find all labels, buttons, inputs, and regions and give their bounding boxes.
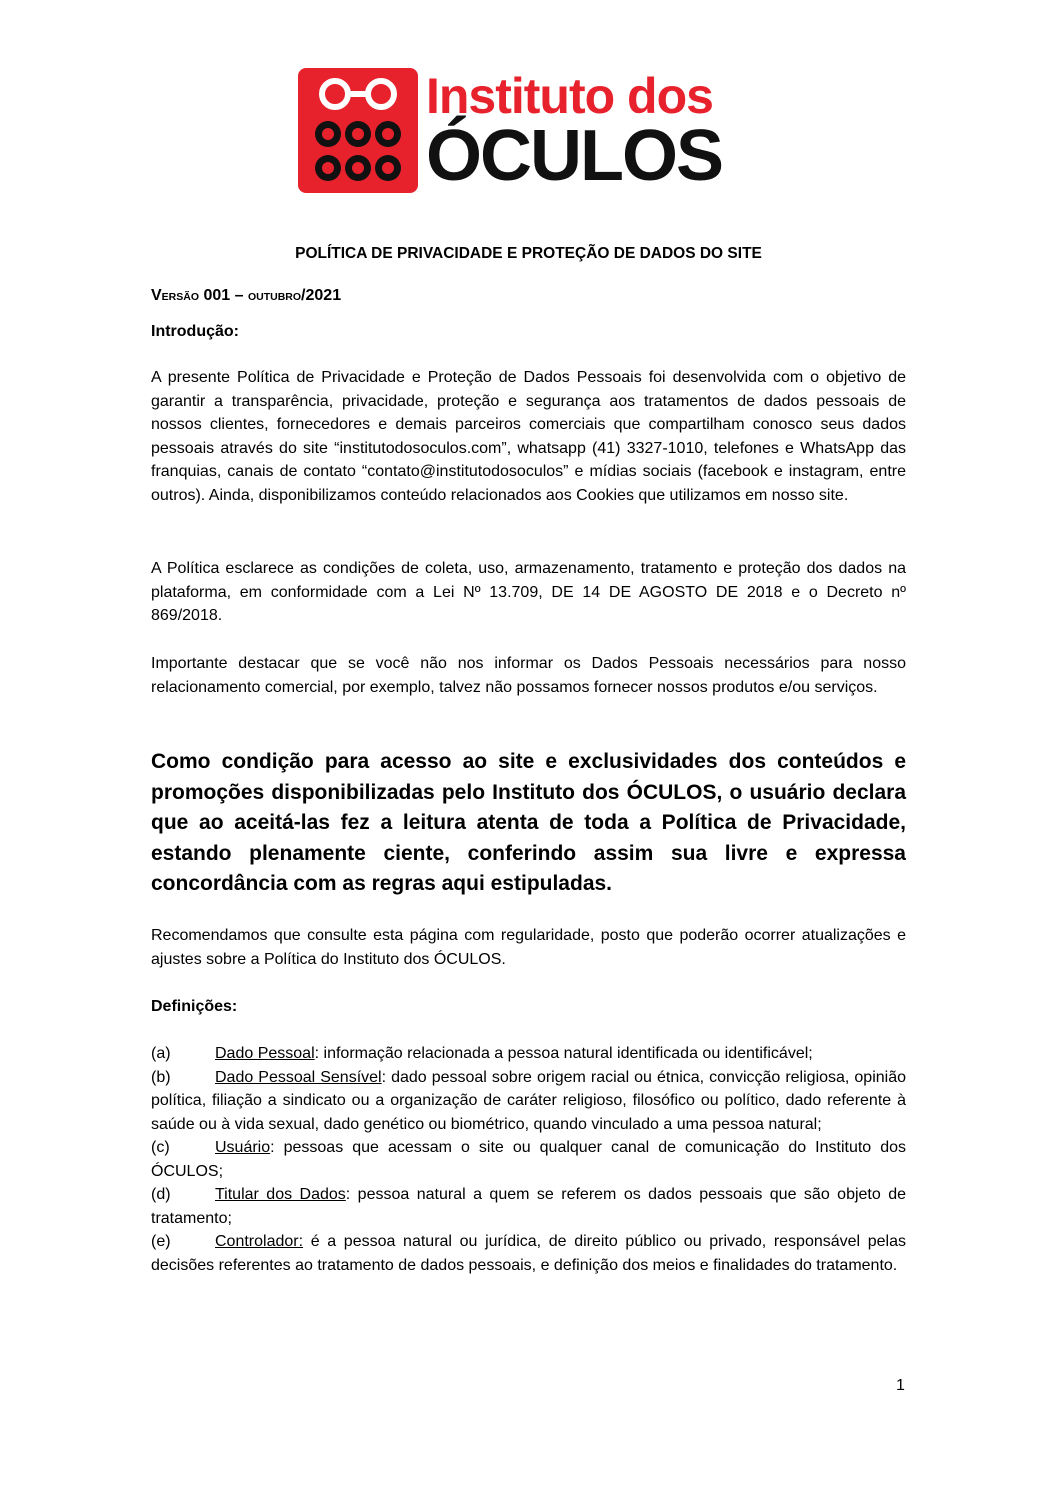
version-year: /2021 [301,287,342,304]
definition-term: Controlador: [215,1233,304,1250]
definition-item [151,1042,906,1066]
definition-term: Usuário [215,1139,271,1156]
definition-text: : pessoas que acessam o site ou qualquer canal de comunicação do Instituto dos ÓCULOS; [151,1139,906,1180]
page-number: 1 [896,1377,905,1394]
intro-paragraph-3: Importante destacar que se você não nos informar os Dados Pessoais necessários para nosso relacionamento comercial, por exemplo, talvez não possamos fornecer nossos produtos e/ou serviços. [151,655,906,696]
definition-text: : informação relacionada a pessoa natural identificada ou identificável; [314,1045,813,1062]
logo-text-line1: Instituto dos [426,68,713,124]
definition-item [151,1183,906,1230]
version-line [151,284,906,310]
intro-paragraph-2: A Política esclarece as condições de coleta, uso, armazenamento, tratamento e proteção dos dados na plataforma, em conformidade com a Lei Nº 13.709, DE 14 DE AGOSTO DE 2018 e o Decreto nº 869/2018. [151,560,906,624]
definitions-list [151,1042,906,1277]
version-month: OUTUBRO [247,291,302,303]
definition-text: é a pessoa natural ou jurídica, de direito público ou privado, responsável pelas decisões referentes ao tratamento de dados pessoais, e definição dos meios e finalidades do tratamento. [151,1233,906,1274]
definition-text: : pessoa natural a quem se referem os dados pessoais que são objeto de tratamento; [151,1186,907,1227]
definition-label: (e) [151,1233,171,1250]
definition-term: Dado Pessoal [215,1045,315,1062]
definition-label: (a) [151,1045,171,1062]
definition-text: : dado pessoal sobre origem racial ou étnica, convicção religiosa, opinião política, filiação a sindicato ou a organização de caráter religioso, filosófico ou político, dado referente à saúde ou à vida sexual, dado genético ou biométrico, quando vinculado a uma pessoa natural; [151,1068,906,1133]
definition-label: (c) [151,1139,170,1156]
definition-label: (d) [151,1186,171,1203]
version-small: ERSÃO [161,291,200,303]
version-number: 001 – [199,287,248,304]
definition-item [151,1230,906,1277]
definition-term: Dado Pessoal Sensível [215,1068,382,1086]
intro-paragraph-1: A presente Política de Privacidade e Proteção de Dados Pessoais foi desenvolvida com o objetivo de garantir a transparência, privacidade, proteção e segurança aos tratamentos de dados pessoais de nossos clientes, fornecedores e demais parceiros comerciais que compartilham conosco seus dados pessoais através do site “institutodosoculos.com”, whatsapp (41) 3327-1010, telefones e WhatsApp das franquias, canais de contato “contato@institutodosoculos” e mídias sociais (facebook e instagram, entre outros). Ainda, disponibilizamos conteúdo relacionados aos Cookies que utilizamos em nosso site. [151,369,906,504]
glasses-logo-icon [298,68,418,193]
document-title: POLÍTICA DE PRIVACIDADE E PROTEÇÃO DE DADOS DO SITE [295,245,762,262]
definition-label: (b) [151,1068,171,1086]
definition-item [151,1136,906,1183]
version-cap: V [151,287,162,304]
company-logo [298,68,768,196]
definition-term: Titular dos Dados [215,1186,346,1203]
definitions-heading: Definições: [151,998,238,1015]
intro-heading: Introdução: [151,323,239,340]
consent-highlight: Como condição para acesso ao site e exclusividades dos conteúdos e promoções disponibilizadas pelo Instituto dos ÓCULOS, o usuário declara que ao aceitá-las fez a leitura atenta de toda a Política de Privacidade, estando plenamente ciente, conferindo assim sua livre e expressa concordância com as regras aqui estipuladas. [151,750,906,895]
recommend-paragraph: Recomendamos que consulte esta página com regularidade, posto que poderão ocorrer atualizações e ajustes sobre a Política do Instituto dos ÓCULOS. [151,927,906,968]
definition-item [151,1066,906,1137]
logo-text-line2: ÓCULOS [426,116,723,196]
